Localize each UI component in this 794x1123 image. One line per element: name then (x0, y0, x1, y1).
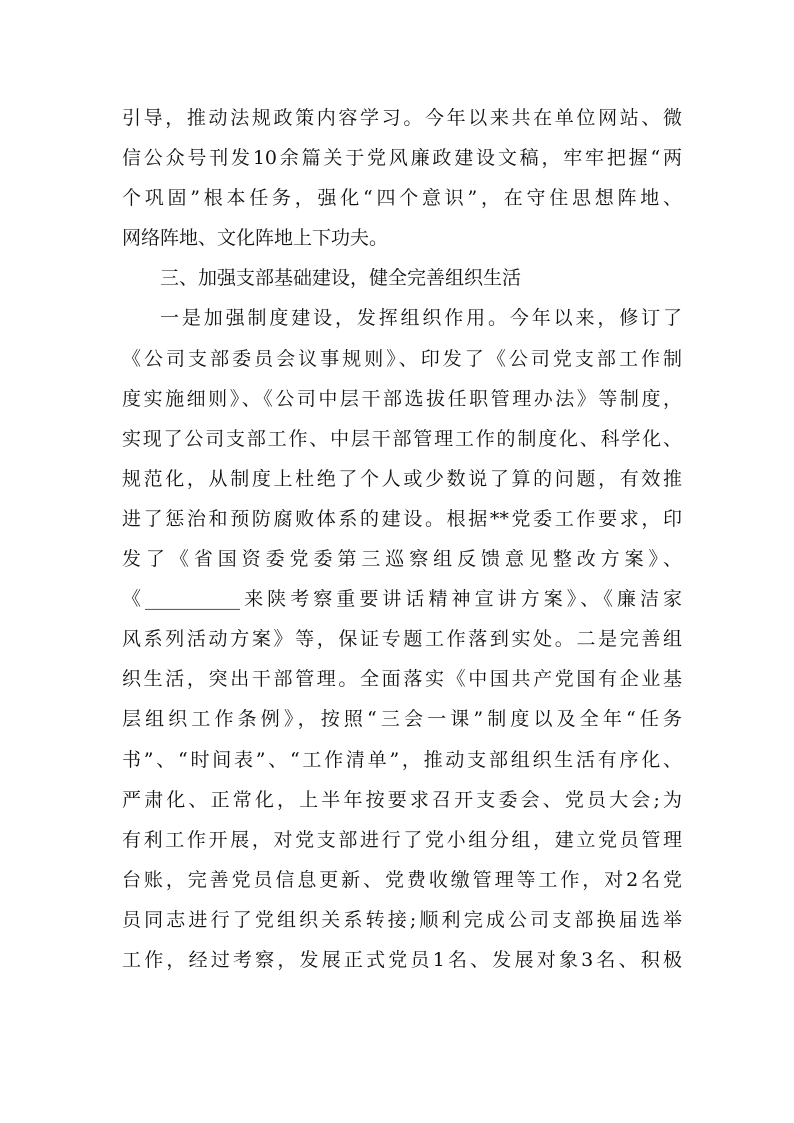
text-line: 信公众号刊发10余篇关于党风廉政建设文稿，牢牢把握“两 (122, 147, 682, 170)
text-line: 书”、“时间表”、“工作清单”，推动支部组织生活有序化、 (122, 748, 682, 771)
text-line: 个巩固”根本任务，强化“四个意识”，在守住思想阵地、 (122, 187, 682, 210)
text-line: 规范化，从制度上杜绝了个人或少数说了算的问题，有效推 (122, 467, 682, 490)
text-line: 织生活，突出干部管理。全面落实《中国共产党国有企业基 (122, 668, 682, 691)
text-line: 严肃化、正常化，上半年按要求召开支委会、党员大会;为 (122, 788, 682, 811)
section-heading: 三、加强支部基础建设，健全完善组织生活 (160, 267, 522, 290)
text-line: 工作，经过考察，发展正式党员1名、发展对象3名、积极 (122, 948, 682, 971)
text-line: 网络阵地、文化阵地上下功夫。 (122, 227, 389, 250)
text-line: 员同志进行了党组织关系转接;顺利完成公司支部换届选举 (122, 908, 682, 931)
text-line: 有利工作开展，对党支部进行了党小组分组，建立党员管理 (122, 828, 682, 851)
text-line: 引导，推动法规政策内容学习。今年以来共在单位网站、微 (122, 107, 682, 129)
text-line: 实现了公司支部工作、中层干部管理工作的制度化、科学化、 (122, 427, 682, 450)
text-line: 度实施细则》、《公司中层干部选拔任职管理办法》等制度， (122, 387, 682, 410)
text-line: 发了《省国资委党委第三巡察组反馈意见整改方案》、 (122, 548, 682, 571)
text-line: 风系列活动方案》等，保证专题工作落到实处。二是完善组 (122, 628, 682, 651)
document-body (122, 98, 682, 980)
text-line: 《公司支部委员会议事规则》、印发了《公司党支部工作制 (122, 347, 682, 370)
text-line: 进了惩治和预防腐败体系的建设。根据**党委工作要求，印 (122, 507, 682, 530)
text-line: 《__________来陕考察重要讲话精神宣讲方案》、《廉洁家 (122, 588, 682, 611)
text-line: 台账，完善党员信息更新、党费收缴管理等工作，对2名党 (122, 868, 682, 891)
text-line: 一是加强制度建设，发挥组织作用。今年以来，修订了 (160, 307, 682, 330)
text-line: 层组织工作条例》，按照“三会一课”制度以及全年“任务 (122, 708, 682, 731)
